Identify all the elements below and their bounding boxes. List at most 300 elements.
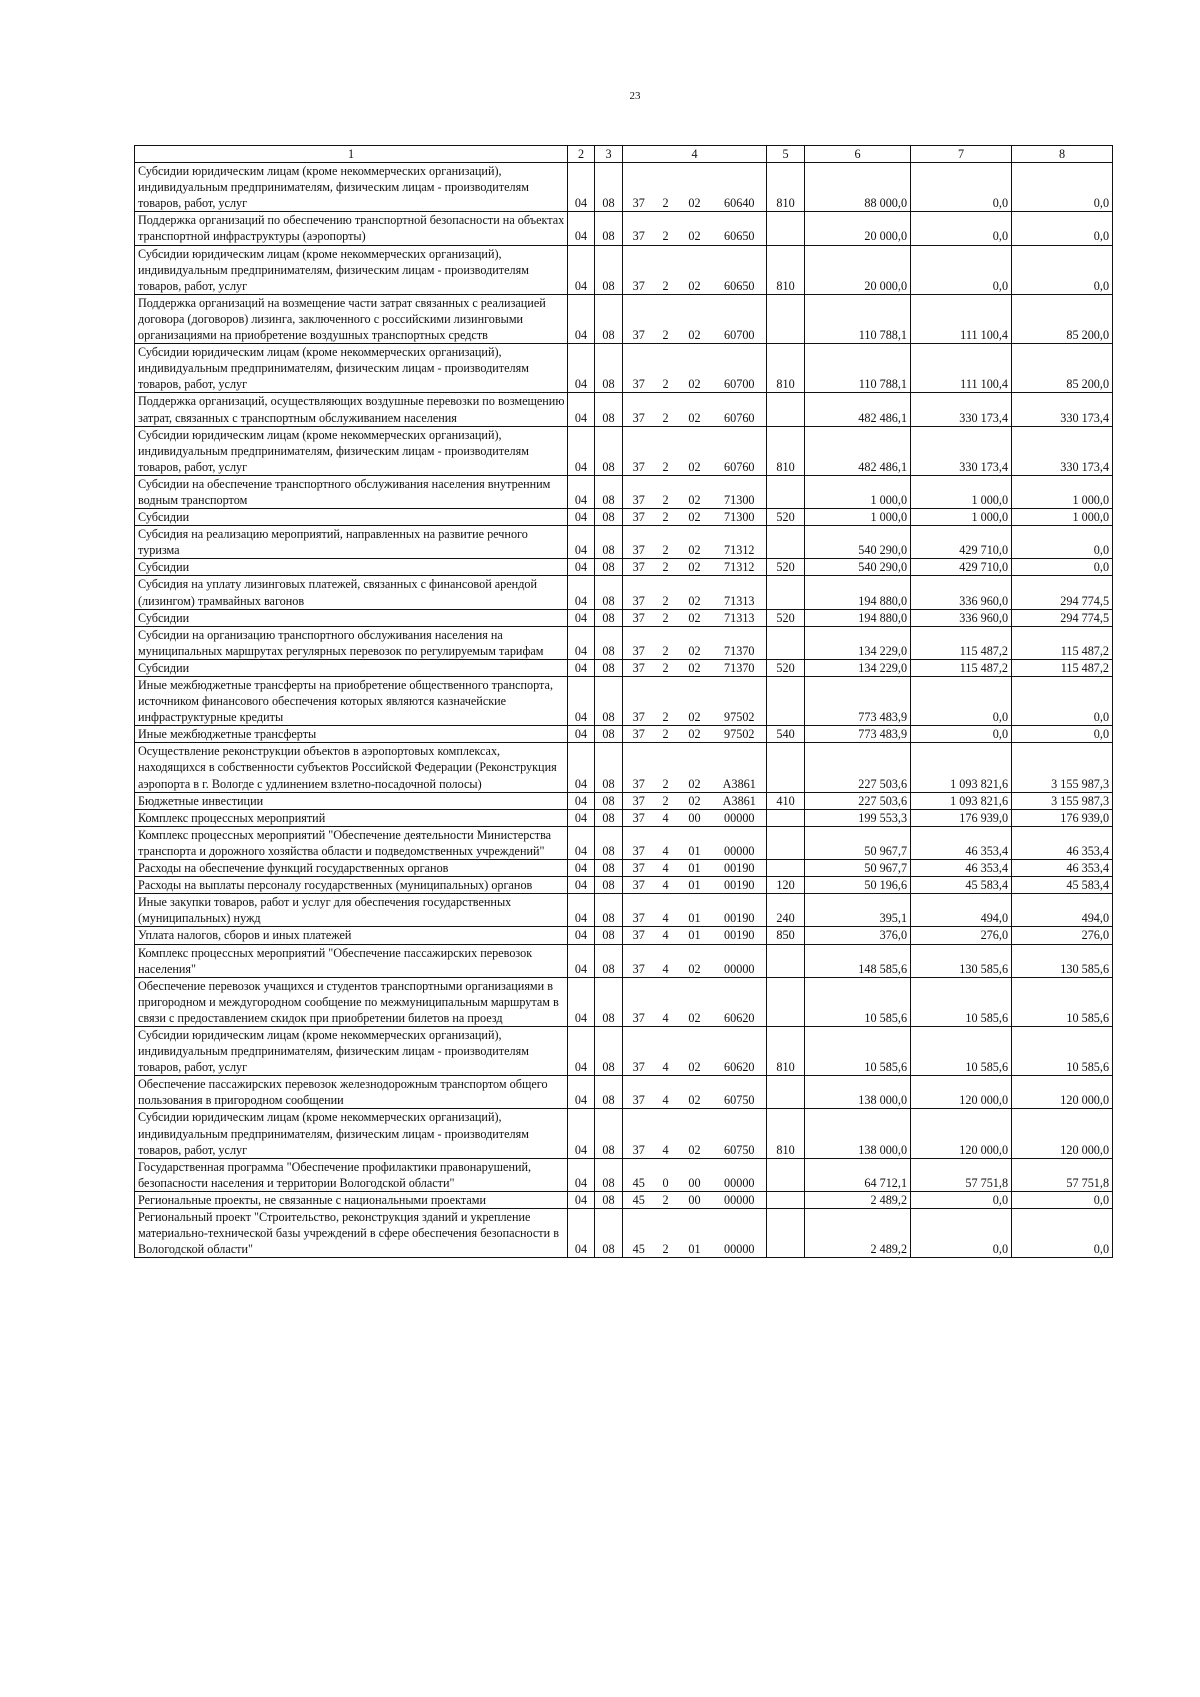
col-4c: 02 [677, 1076, 713, 1109]
col-4b: 2 [655, 576, 677, 609]
table-row [135, 826, 1113, 859]
col-2: 04 [568, 1109, 595, 1158]
row-name: Субсидии юридическим лицам (кроме некоммерческих организаций), индивидуальным предпринимателям, физическим лицам - производителям товаров, работ, услуг [135, 245, 568, 294]
col-6: 773 483,9 [805, 726, 911, 743]
col-4b: 4 [655, 877, 677, 894]
col-4c: 02 [677, 426, 713, 475]
col-6: 50 967,7 [805, 826, 911, 859]
col-6: 194 880,0 [805, 609, 911, 626]
col-8: 3 155 987,3 [1012, 743, 1113, 792]
col-4c: 02 [677, 1026, 713, 1075]
row-name: Обеспечение пассажирских перевозок железнодорожным транспортом общего пользования в пригородном сообщении [135, 1076, 568, 1109]
col-4b: 2 [655, 726, 677, 743]
col-5: 810 [767, 344, 805, 393]
table-row [135, 576, 1113, 609]
col-4a: 37 [623, 743, 655, 792]
col-6: 138 000,0 [805, 1109, 911, 1158]
col-4c: 02 [677, 344, 713, 393]
col-2: 04 [568, 1191, 595, 1208]
col-4d: 71313 [713, 609, 767, 626]
col-3: 08 [595, 659, 623, 676]
row-name: Субсидии [135, 609, 568, 626]
col-4c: 01 [677, 894, 713, 927]
col-2: 04 [568, 1076, 595, 1109]
row-name: Иные межбюджетные трансферты [135, 726, 568, 743]
col-8: 45 583,4 [1012, 877, 1113, 894]
col-3: 08 [595, 860, 623, 877]
row-name: Субсидии юридическим лицам (кроме некоммерческих организаций), индивидуальным предпринимателям, физическим лицам - производителям товаров, работ, услуг [135, 163, 568, 212]
table-row [135, 792, 1113, 809]
table-row [135, 677, 1113, 726]
col-2: 04 [568, 509, 595, 526]
col-7: 0,0 [911, 1209, 1012, 1258]
col-2: 04 [568, 792, 595, 809]
col-8: 3 155 987,3 [1012, 792, 1113, 809]
table-body [135, 146, 1113, 1258]
col-4a: 45 [623, 1209, 655, 1258]
col-7: 46 353,4 [911, 826, 1012, 859]
col-4b: 4 [655, 977, 677, 1026]
table-row [135, 743, 1113, 792]
col-2: 04 [568, 294, 595, 343]
col-7: 0,0 [911, 212, 1012, 245]
col-4a: 37 [623, 944, 655, 977]
col-4d: 71312 [713, 559, 767, 576]
col-2: 04 [568, 809, 595, 826]
col-4a: 37 [623, 163, 655, 212]
row-name: Субсидии на обеспечение транспортного обслуживания населения внутренним водным транспортом [135, 475, 568, 508]
col-7: 115 487,2 [911, 659, 1012, 676]
col-4b: 2 [655, 1209, 677, 1258]
col-4c: 00 [677, 1191, 713, 1208]
col-4a: 37 [623, 509, 655, 526]
col-6: 50 196,6 [805, 877, 911, 894]
col-2: 04 [568, 1209, 595, 1258]
col-6: 1 000,0 [805, 475, 911, 508]
col-4d: 60650 [713, 212, 767, 245]
col-4b: 4 [655, 809, 677, 826]
col-8: 330 173,4 [1012, 393, 1113, 426]
col-8: 10 585,6 [1012, 977, 1113, 1026]
col-3: 08 [595, 163, 623, 212]
col-7: 0,0 [911, 726, 1012, 743]
col-6: 540 290,0 [805, 526, 911, 559]
col-3: 08 [595, 212, 623, 245]
col-5: 520 [767, 559, 805, 576]
col-8: 1 000,0 [1012, 475, 1113, 508]
col-3: 08 [595, 1209, 623, 1258]
table-row [135, 1209, 1113, 1258]
col-8: 120 000,0 [1012, 1109, 1113, 1158]
col-8: 1 000,0 [1012, 509, 1113, 526]
col-3: 08 [595, 809, 623, 826]
col-8: 85 200,0 [1012, 344, 1113, 393]
col-4d: 60640 [713, 163, 767, 212]
table-row [135, 626, 1113, 659]
col-4b: 4 [655, 1076, 677, 1109]
col-4c: 02 [677, 944, 713, 977]
col-7: 111 100,4 [911, 294, 1012, 343]
col-2: 04 [568, 559, 595, 576]
col-7: 336 960,0 [911, 576, 1012, 609]
col-3: 08 [595, 826, 623, 859]
col-2: 04 [568, 977, 595, 1026]
table-row [135, 1191, 1113, 1208]
col-4c: 02 [677, 526, 713, 559]
col-2: 04 [568, 426, 595, 475]
col-3: 08 [595, 393, 623, 426]
col-3: 08 [595, 1109, 623, 1158]
table-row [135, 609, 1113, 626]
col-4a: 37 [623, 626, 655, 659]
col-5: 810 [767, 1026, 805, 1075]
row-name: Субсидии на организацию транспортного обслуживания населения на муниципальных маршрутах регулярных перевозок по регулируемым тарифам [135, 626, 568, 659]
table-row [135, 977, 1113, 1026]
col-8: 0,0 [1012, 245, 1113, 294]
row-name: Уплата налогов, сборов и иных платежей [135, 927, 568, 944]
col-3: 08 [595, 877, 623, 894]
col-4d: 71312 [713, 526, 767, 559]
col-5 [767, 743, 805, 792]
col-3: 08 [595, 509, 623, 526]
col-7: 10 585,6 [911, 977, 1012, 1026]
col-6: 20 000,0 [805, 212, 911, 245]
table-row [135, 393, 1113, 426]
col-5: 810 [767, 163, 805, 212]
col-5: 520 [767, 609, 805, 626]
header-col-1: 1 [135, 146, 568, 163]
col-6: 20 000,0 [805, 245, 911, 294]
col-2: 04 [568, 576, 595, 609]
col-6: 773 483,9 [805, 677, 911, 726]
col-5 [767, 860, 805, 877]
col-3: 08 [595, 927, 623, 944]
col-5 [767, 944, 805, 977]
col-5: 240 [767, 894, 805, 927]
header-row [135, 146, 1113, 163]
col-4d: 00000 [713, 809, 767, 826]
col-4a: 37 [623, 294, 655, 343]
col-8: 46 353,4 [1012, 860, 1113, 877]
col-8: 115 487,2 [1012, 626, 1113, 659]
col-6: 540 290,0 [805, 559, 911, 576]
col-4b: 2 [655, 659, 677, 676]
col-4d: 71313 [713, 576, 767, 609]
col-4a: 37 [623, 894, 655, 927]
row-name: Субсидии [135, 659, 568, 676]
col-4c: 02 [677, 659, 713, 676]
col-7: 494,0 [911, 894, 1012, 927]
col-2: 04 [568, 245, 595, 294]
col-5 [767, 212, 805, 245]
col-4d: А3861 [713, 743, 767, 792]
col-4b: 2 [655, 245, 677, 294]
col-4d: 00190 [713, 894, 767, 927]
col-6: 148 585,6 [805, 944, 911, 977]
col-4c: 02 [677, 212, 713, 245]
col-4a: 37 [623, 1076, 655, 1109]
row-name: Субсидии юридическим лицам (кроме некоммерческих организаций), индивидуальным предпринимателям, физическим лицам - производителям товаров, работ, услуг [135, 426, 568, 475]
col-6: 134 229,0 [805, 626, 911, 659]
row-name: Осуществление реконструкции объектов в аэропортовых комплексах, находящихся в собственности субъектов Российской Федерации (Реконструкция аэропорта в г. Вологде с удлинением взлетно-посадочной полосы) [135, 743, 568, 792]
col-5 [767, 1209, 805, 1258]
row-name: Расходы на обеспечение функций государственных органов [135, 860, 568, 877]
col-5 [767, 1158, 805, 1191]
table-row [135, 1158, 1113, 1191]
col-7: 1 093 821,6 [911, 743, 1012, 792]
col-3: 08 [595, 475, 623, 508]
col-4b: 2 [655, 526, 677, 559]
col-5: 520 [767, 659, 805, 676]
col-4c: 02 [677, 1109, 713, 1158]
col-4a: 45 [623, 1158, 655, 1191]
col-2: 04 [568, 475, 595, 508]
col-7: 1 093 821,6 [911, 792, 1012, 809]
col-4a: 37 [623, 576, 655, 609]
row-name: Поддержка организаций, осуществляющих воздушные перевозки по возмещению затрат, связанных с транспортным обслуживанием населения [135, 393, 568, 426]
table-row [135, 294, 1113, 343]
table-row [135, 877, 1113, 894]
col-4d: 60700 [713, 294, 767, 343]
col-6: 482 486,1 [805, 426, 911, 475]
col-4a: 37 [623, 526, 655, 559]
col-5 [767, 475, 805, 508]
col-4a: 37 [623, 927, 655, 944]
row-name: Субсидии юридическим лицам (кроме некоммерческих организаций), индивидуальным предпринимателям, физическим лицам - производителям товаров, работ, услуг [135, 344, 568, 393]
col-5 [767, 294, 805, 343]
header-col-4: 4 [623, 146, 767, 163]
col-8: 46 353,4 [1012, 826, 1113, 859]
col-6: 194 880,0 [805, 576, 911, 609]
col-2: 04 [568, 344, 595, 393]
col-3: 08 [595, 1026, 623, 1075]
col-4c: 02 [677, 294, 713, 343]
col-4c: 02 [677, 509, 713, 526]
col-3: 08 [595, 977, 623, 1026]
col-8: 494,0 [1012, 894, 1113, 927]
col-8: 115 487,2 [1012, 659, 1113, 676]
col-2: 04 [568, 927, 595, 944]
col-4b: 2 [655, 475, 677, 508]
col-4d: 00190 [713, 877, 767, 894]
col-4a: 37 [623, 426, 655, 475]
col-6: 110 788,1 [805, 294, 911, 343]
col-5 [767, 1191, 805, 1208]
col-7: 0,0 [911, 1191, 1012, 1208]
col-4b: 2 [655, 559, 677, 576]
col-4b: 4 [655, 826, 677, 859]
col-3: 08 [595, 526, 623, 559]
col-6: 10 585,6 [805, 1026, 911, 1075]
col-3: 08 [595, 792, 623, 809]
table-row [135, 559, 1113, 576]
row-name: Бюджетные инвестиции [135, 792, 568, 809]
col-7: 176 939,0 [911, 809, 1012, 826]
col-4a: 37 [623, 860, 655, 877]
col-8: 176 939,0 [1012, 809, 1113, 826]
col-2: 04 [568, 393, 595, 426]
col-5 [767, 977, 805, 1026]
col-4a: 45 [623, 1191, 655, 1208]
col-4c: 02 [677, 393, 713, 426]
col-4c: 00 [677, 809, 713, 826]
col-5 [767, 677, 805, 726]
header-col-5: 5 [767, 146, 805, 163]
col-3: 08 [595, 1076, 623, 1109]
header-col-2: 2 [568, 146, 595, 163]
header-col-6: 6 [805, 146, 911, 163]
col-2: 04 [568, 163, 595, 212]
col-2: 04 [568, 860, 595, 877]
col-4c: 02 [677, 743, 713, 792]
col-3: 08 [595, 1191, 623, 1208]
col-7: 336 960,0 [911, 609, 1012, 626]
col-4c: 02 [677, 576, 713, 609]
col-3: 08 [595, 726, 623, 743]
col-4d: 60750 [713, 1109, 767, 1158]
table-row [135, 475, 1113, 508]
col-6: 2 489,2 [805, 1191, 911, 1208]
col-4a: 37 [623, 1026, 655, 1075]
col-4d: 00000 [713, 1158, 767, 1191]
col-7: 1 000,0 [911, 475, 1012, 508]
col-7: 10 585,6 [911, 1026, 1012, 1075]
col-7: 330 173,4 [911, 393, 1012, 426]
col-6: 10 585,6 [805, 977, 911, 1026]
col-4a: 37 [623, 826, 655, 859]
col-4c: 02 [677, 677, 713, 726]
col-4b: 2 [655, 426, 677, 475]
col-2: 04 [568, 609, 595, 626]
col-4c: 02 [677, 245, 713, 294]
col-3: 08 [595, 677, 623, 726]
col-4b: 4 [655, 894, 677, 927]
col-2: 04 [568, 726, 595, 743]
col-6: 110 788,1 [805, 344, 911, 393]
col-4c: 02 [677, 163, 713, 212]
col-4a: 37 [623, 809, 655, 826]
col-5: 810 [767, 245, 805, 294]
col-7: 276,0 [911, 927, 1012, 944]
col-6: 1 000,0 [805, 509, 911, 526]
row-name: Комплекс процессных мероприятий [135, 809, 568, 826]
row-name: Поддержка организаций по обеспечению транспортной безопасности на объектах транспортной инфраструктуры (аэропорты) [135, 212, 568, 245]
col-3: 08 [595, 245, 623, 294]
col-7: 429 710,0 [911, 559, 1012, 576]
col-4b: 2 [655, 677, 677, 726]
table-row [135, 526, 1113, 559]
col-4b: 2 [655, 1191, 677, 1208]
col-5: 120 [767, 877, 805, 894]
col-2: 04 [568, 894, 595, 927]
col-4a: 37 [623, 393, 655, 426]
row-name: Субсидии юридическим лицам (кроме некоммерческих организаций), индивидуальным предпринимателям, физическим лицам - производителям товаров, работ, услуг [135, 1109, 568, 1158]
col-4b: 2 [655, 626, 677, 659]
col-8: 0,0 [1012, 526, 1113, 559]
row-name: Субсидии [135, 509, 568, 526]
col-7: 330 173,4 [911, 426, 1012, 475]
row-name: Обеспечение перевозок учащихся и студентов транспортными организациями в пригородном и междугородном сообщение по межмуниципальным маршрутам в связи с предоставлением скидок при приобретении билетов на проезд [135, 977, 568, 1026]
table-row [135, 944, 1113, 977]
col-4b: 4 [655, 860, 677, 877]
col-6: 227 503,6 [805, 743, 911, 792]
col-8: 0,0 [1012, 1191, 1113, 1208]
col-4d: 00190 [713, 927, 767, 944]
col-7: 0,0 [911, 163, 1012, 212]
col-8: 330 173,4 [1012, 426, 1113, 475]
table-row [135, 659, 1113, 676]
col-5: 410 [767, 792, 805, 809]
col-5 [767, 576, 805, 609]
col-6: 395,1 [805, 894, 911, 927]
col-2: 04 [568, 1026, 595, 1075]
col-2: 04 [568, 526, 595, 559]
col-8: 0,0 [1012, 677, 1113, 726]
col-5 [767, 393, 805, 426]
col-7: 130 585,6 [911, 944, 1012, 977]
col-4a: 37 [623, 1109, 655, 1158]
row-name: Субсидия на реализацию мероприятий, направленных на развитие речного туризма [135, 526, 568, 559]
row-name: Поддержка организаций на возмещение части затрат связанных с реализацией договора (договоров) лизинга, заключенного с российскими лизинговыми организациями на приобретение воздушных транспортных средств [135, 294, 568, 343]
col-3: 08 [595, 294, 623, 343]
col-4d: 97502 [713, 677, 767, 726]
col-4b: 2 [655, 294, 677, 343]
col-6: 199 553,3 [805, 809, 911, 826]
col-7: 111 100,4 [911, 344, 1012, 393]
table-row [135, 860, 1113, 877]
col-4c: 01 [677, 826, 713, 859]
col-6: 64 712,1 [805, 1158, 911, 1191]
col-4d: 71370 [713, 626, 767, 659]
col-3: 08 [595, 1158, 623, 1191]
col-3: 08 [595, 426, 623, 475]
col-4a: 37 [623, 245, 655, 294]
col-4a: 37 [623, 726, 655, 743]
col-4d: 00000 [713, 944, 767, 977]
table-row [135, 509, 1113, 526]
col-8: 0,0 [1012, 559, 1113, 576]
col-4a: 37 [623, 212, 655, 245]
col-4d: 60760 [713, 426, 767, 475]
col-4d: 71370 [713, 659, 767, 676]
col-3: 08 [595, 559, 623, 576]
col-4b: 2 [655, 163, 677, 212]
col-2: 04 [568, 826, 595, 859]
col-7: 120 000,0 [911, 1109, 1012, 1158]
col-4b: 0 [655, 1158, 677, 1191]
col-4d: 00000 [713, 1191, 767, 1208]
col-3: 08 [595, 344, 623, 393]
col-6: 227 503,6 [805, 792, 911, 809]
row-name: Субсидия на уплату лизинговых платежей, связанных с финансовой арендой (лизингом) трамвайных вагонов [135, 576, 568, 609]
col-4c: 01 [677, 860, 713, 877]
col-8: 130 585,6 [1012, 944, 1113, 977]
col-2: 04 [568, 677, 595, 726]
col-8: 120 000,0 [1012, 1076, 1113, 1109]
col-2: 04 [568, 212, 595, 245]
col-3: 08 [595, 626, 623, 659]
col-4a: 37 [623, 659, 655, 676]
col-4a: 37 [623, 792, 655, 809]
table-row [135, 163, 1113, 212]
header-col-7: 7 [911, 146, 1012, 163]
row-name: Комплекс процессных мероприятий "Обеспечение пассажирских перевозок населения" [135, 944, 568, 977]
col-4d: 00190 [713, 860, 767, 877]
col-7: 57 751,8 [911, 1158, 1012, 1191]
header-col-3: 3 [595, 146, 623, 163]
col-5: 850 [767, 927, 805, 944]
col-5: 540 [767, 726, 805, 743]
